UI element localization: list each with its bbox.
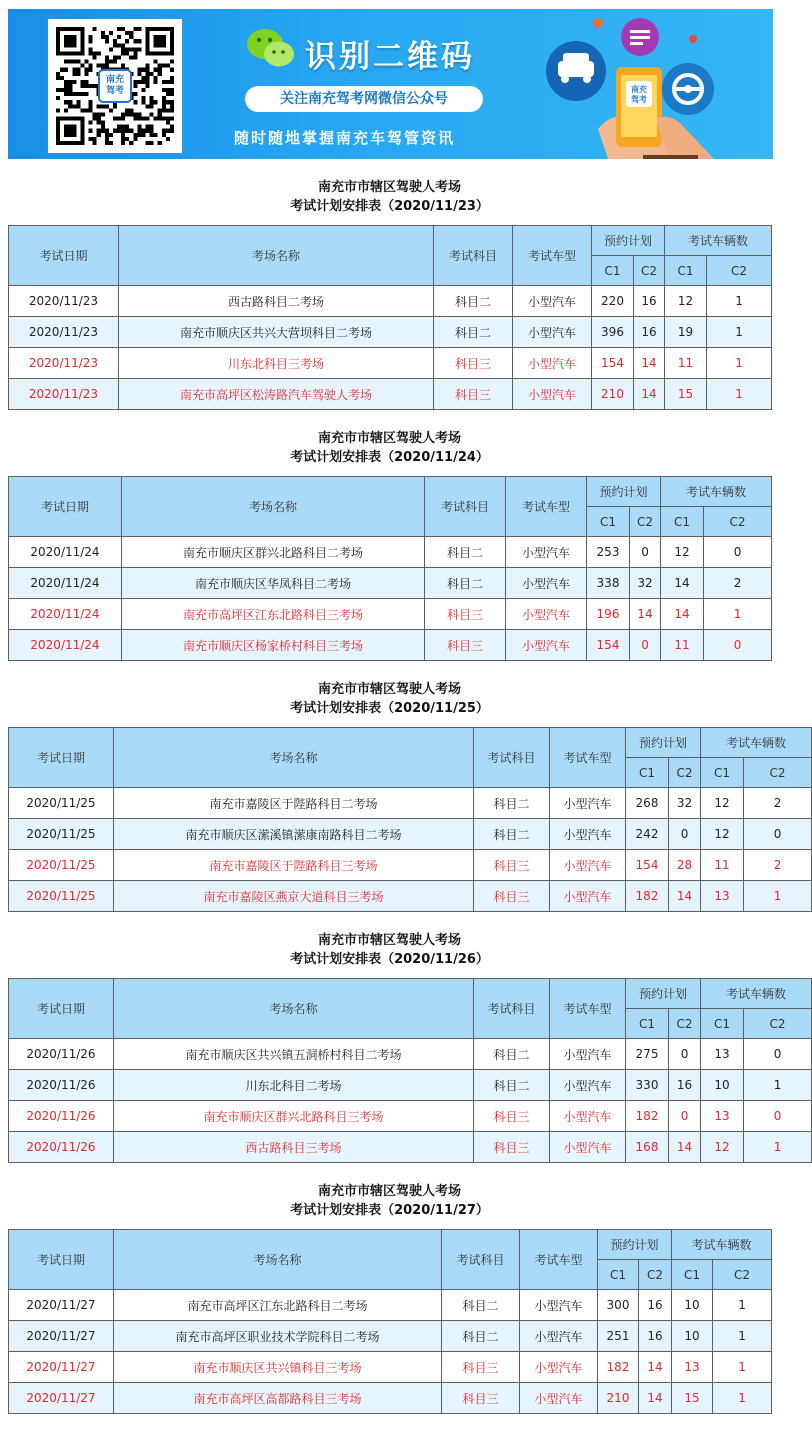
cell-cars-c1: 13	[701, 1101, 744, 1132]
section-title-line1: 南充市市辖区驾驶人考场	[317, 933, 461, 948]
cell-date: 2020/11/25	[9, 788, 114, 819]
table-row	[9, 819, 812, 850]
cell-subject: 科目二	[425, 568, 506, 599]
cell-cars-c2: 0	[704, 630, 772, 661]
cell-cars-c2: 1	[744, 1132, 812, 1163]
table-row	[9, 850, 812, 881]
cell-plan-c2: 16	[639, 1321, 672, 1352]
schedule-section	[0, 1182, 779, 1414]
col-header-venue: 考场名称	[114, 979, 474, 1039]
cell-venue: 南充市嘉陵区于陛路科目三考场	[114, 850, 474, 881]
col-header-vehicle: 考试车型	[550, 979, 626, 1039]
cell-plan-c1: 154	[592, 348, 634, 379]
section-title	[0, 178, 779, 216]
cell-plan-c2: 14	[639, 1383, 672, 1414]
cell-subject: 科目三	[474, 850, 550, 881]
cell-cars-c2: 0	[744, 1101, 812, 1132]
cell-venue: 南充市顺庆区共兴镇五洞桥村科目二考场	[114, 1039, 474, 1070]
col-header-date: 考试日期	[9, 979, 114, 1039]
cell-subject: 科目二	[474, 1039, 550, 1070]
schedule-table	[8, 1229, 772, 1414]
cell-plan-c2: 0	[669, 1101, 701, 1132]
cell-plan-c2: 16	[669, 1070, 701, 1101]
cell-plan-c2: 16	[634, 286, 665, 317]
qr-code-icon[interactable]	[48, 19, 182, 153]
banner-subline: 随时随地掌握南充车驾管资讯	[234, 129, 456, 147]
col-header-venue: 考场名称	[114, 1230, 442, 1290]
cell-cars-c1: 13	[701, 881, 744, 912]
col-header-subject: 考试科目	[474, 979, 550, 1039]
cell-subject: 科目二	[434, 286, 513, 317]
cell-subject: 科目三	[474, 881, 550, 912]
col-header-plan-c2: C2	[630, 507, 661, 537]
cell-cars-c1: 15	[665, 379, 707, 410]
cell-cars-c2: 1	[713, 1383, 772, 1414]
col-header-cars-c2: C2	[713, 1260, 772, 1290]
section-title	[0, 931, 779, 969]
section-title-line2: 考试计划安排表（2020/11/27）	[290, 1203, 489, 1218]
col-header-cars-c1: C1	[672, 1260, 713, 1290]
cell-cars-c1: 19	[665, 317, 707, 348]
cell-date: 2020/11/26	[9, 1132, 114, 1163]
cell-cars-c1: 14	[661, 599, 704, 630]
cell-venue: 南充市高坪区高都路科目三考场	[114, 1383, 442, 1414]
cell-cars-c2: 1	[713, 1290, 772, 1321]
col-header-plan: 预约计划	[598, 1230, 672, 1260]
cell-vehicle: 小型汽车	[513, 348, 592, 379]
cell-cars-c1: 12	[661, 537, 704, 568]
col-header-vehicle: 考试车型	[513, 226, 592, 286]
col-header-plan-c2: C2	[639, 1260, 672, 1290]
cell-date: 2020/11/23	[9, 286, 119, 317]
cell-plan-c1: 182	[626, 881, 669, 912]
cell-plan-c1: 210	[598, 1383, 639, 1414]
promo-banner[interactable]	[8, 9, 773, 159]
cell-vehicle: 小型汽车	[520, 1290, 598, 1321]
cell-cars-c2: 2	[744, 788, 812, 819]
cell-venue: 南充市高坪区松涛路汽车驾驶人考场	[119, 379, 434, 410]
table-row	[9, 788, 812, 819]
table-row	[9, 286, 772, 317]
col-header-plan-c2: C2	[669, 1009, 701, 1039]
cell-plan-c1: 154	[587, 630, 630, 661]
cell-date: 2020/11/25	[9, 881, 114, 912]
col-header-cars-c1: C1	[665, 256, 707, 286]
col-header-venue: 考场名称	[122, 477, 425, 537]
section-title-line1: 南充市市辖区驾驶人考场	[317, 180, 461, 195]
cell-venue: 南充市嘉陵区于陛路科目二考场	[114, 788, 474, 819]
cell-cars-c1: 15	[672, 1383, 713, 1414]
col-header-subject: 考试科目	[442, 1230, 520, 1290]
col-header-plan: 预约计划	[592, 226, 665, 256]
cell-cars-c2: 0	[744, 819, 812, 850]
col-header-venue: 考场名称	[114, 728, 474, 788]
col-header-date: 考试日期	[9, 226, 119, 286]
cell-cars-c2: 0	[744, 1039, 812, 1070]
cell-plan-c2: 0	[630, 630, 661, 661]
cell-plan-c1: 210	[592, 379, 634, 410]
cell-plan-c1: 330	[626, 1070, 669, 1101]
col-header-plan: 预约计划	[626, 979, 701, 1009]
schedule-section	[0, 680, 787, 912]
cell-plan-c1: 396	[592, 317, 634, 348]
section-title-line1: 南充市市辖区驾驶人考场	[317, 1184, 461, 1199]
car-icon	[546, 41, 606, 101]
cell-subject: 科目三	[442, 1383, 520, 1414]
col-header-plan: 预约计划	[587, 477, 661, 507]
cell-cars-c2: 1	[707, 286, 772, 317]
cell-date: 2020/11/25	[9, 850, 114, 881]
cell-cars-c1: 12	[665, 286, 707, 317]
col-header-plan-c1: C1	[598, 1260, 639, 1290]
cell-plan-c2: 14	[634, 348, 665, 379]
cell-vehicle: 小型汽车	[550, 881, 626, 912]
cell-venue: 南充市嘉陵区燕京大道科目三考场	[114, 881, 474, 912]
table-row	[9, 317, 772, 348]
col-header-vehicle: 考试车型	[506, 477, 587, 537]
table-row	[9, 1039, 812, 1070]
table-row	[9, 630, 772, 661]
cell-vehicle: 小型汽车	[506, 630, 587, 661]
table-row	[9, 1383, 772, 1414]
cell-plan-c2: 14	[669, 1132, 701, 1163]
cell-subject: 科目二	[442, 1321, 520, 1352]
cell-cars-c1: 14	[661, 568, 704, 599]
table-row	[9, 348, 772, 379]
cell-date: 2020/11/23	[9, 379, 119, 410]
cell-date: 2020/11/24	[9, 599, 122, 630]
schedule-table	[8, 225, 772, 410]
cell-date: 2020/11/27	[9, 1352, 114, 1383]
table-row	[9, 1352, 772, 1383]
section-title-line2: 考试计划安排表（2020/11/24）	[290, 450, 489, 465]
cell-vehicle: 小型汽车	[550, 1039, 626, 1070]
cell-cars-c1: 11	[661, 630, 704, 661]
cell-cars-c1: 11	[665, 348, 707, 379]
cell-plan-c2: 16	[639, 1290, 672, 1321]
section-title-line2: 考试计划安排表（2020/11/25）	[290, 701, 489, 716]
col-header-date: 考试日期	[9, 1230, 114, 1290]
col-header-plan-c2: C2	[669, 758, 701, 788]
cell-date: 2020/11/24	[9, 630, 122, 661]
cell-plan-c1: 242	[626, 819, 669, 850]
cell-cars-c2: 2	[704, 568, 772, 599]
cell-venue: 南充市顺庆区群兴北路科目三考场	[114, 1101, 474, 1132]
cell-vehicle: 小型汽车	[550, 788, 626, 819]
section-title	[0, 680, 779, 718]
cell-vehicle: 小型汽车	[513, 379, 592, 410]
cell-vehicle: 小型汽车	[506, 599, 587, 630]
cell-plan-c1: 154	[626, 850, 669, 881]
cell-plan-c1: 251	[598, 1321, 639, 1352]
cell-venue: 南充市高坪区职业技术学院科目二考场	[114, 1321, 442, 1352]
cell-date: 2020/11/26	[9, 1101, 114, 1132]
cell-venue: 南充市顺庆区共兴大营坝科目二考场	[119, 317, 434, 348]
cell-venue: 南充市顺庆区共兴镇科目三考场	[114, 1352, 442, 1383]
phone-logo-line1: 南充	[631, 85, 647, 94]
cell-plan-c2: 32	[630, 568, 661, 599]
cell-date: 2020/11/26	[9, 1039, 114, 1070]
col-header-cars: 考试车辆数	[701, 979, 812, 1009]
cell-date: 2020/11/24	[9, 568, 122, 599]
schedule-table	[8, 476, 772, 661]
cell-subject: 科目三	[425, 630, 506, 661]
cell-vehicle: 小型汽车	[506, 568, 587, 599]
col-header-cars-c2: C2	[744, 758, 812, 788]
col-header-cars: 考试车辆数	[672, 1230, 772, 1260]
qr-logo-line1: 南充	[105, 75, 124, 85]
schedule-table	[8, 978, 812, 1163]
col-header-vehicle: 考试车型	[550, 728, 626, 788]
cell-plan-c1: 253	[587, 537, 630, 568]
cell-venue: 川东北科目三考场	[119, 348, 434, 379]
cell-cars-c2: 1	[707, 348, 772, 379]
cell-subject: 科目三	[434, 379, 513, 410]
cell-date: 2020/11/24	[9, 537, 122, 568]
cell-cars-c2: 1	[707, 317, 772, 348]
cell-cars-c2: 1	[713, 1321, 772, 1352]
cell-plan-c2: 14	[630, 599, 661, 630]
cell-vehicle: 小型汽车	[520, 1321, 598, 1352]
cell-subject: 科目二	[442, 1290, 520, 1321]
cell-cars-c1: 12	[701, 819, 744, 850]
table-row	[9, 379, 772, 410]
cell-vehicle: 小型汽车	[520, 1383, 598, 1414]
col-header-subject: 考试科目	[434, 226, 513, 286]
cell-subject: 科目二	[434, 317, 513, 348]
table-row	[9, 568, 772, 599]
col-header-cars-c2: C2	[704, 507, 772, 537]
table-row	[9, 1321, 772, 1352]
col-header-venue: 考场名称	[119, 226, 434, 286]
cell-date: 2020/11/27	[9, 1321, 114, 1352]
cell-plan-c2: 28	[669, 850, 701, 881]
wechat-icon	[245, 27, 297, 69]
banner-headline: 识别二维码	[305, 39, 475, 75]
cell-cars-c1: 11	[701, 850, 744, 881]
table-row	[9, 1070, 812, 1101]
section-title-line2: 考试计划安排表（2020/11/23）	[290, 199, 489, 214]
cell-venue: 南充市顺庆区杨家桥村科目三考场	[122, 630, 425, 661]
schedule-section	[0, 178, 779, 410]
schedule-sections	[0, 178, 787, 1414]
cell-plan-c2: 14	[669, 881, 701, 912]
table-row	[9, 599, 772, 630]
schedule-section	[0, 429, 779, 661]
col-header-cars: 考试车辆数	[665, 226, 772, 256]
cell-date: 2020/11/27	[9, 1383, 114, 1414]
phone-logo-line2: 驾考	[631, 95, 647, 104]
schedule-section	[0, 931, 787, 1163]
cell-plan-c2: 0	[630, 537, 661, 568]
cell-cars-c2: 1	[713, 1352, 772, 1383]
cell-cars-c1: 12	[701, 788, 744, 819]
table-row	[9, 881, 812, 912]
steering-wheel-icon	[662, 63, 714, 115]
cell-vehicle: 小型汽车	[550, 1101, 626, 1132]
col-header-subject: 考试科目	[425, 477, 506, 537]
cell-venue: 南充市高坪区江东北路科目三考场	[122, 599, 425, 630]
cell-venue: 南充市顺庆区群兴北路科目二考场	[122, 537, 425, 568]
cell-plan-c1: 220	[592, 286, 634, 317]
col-header-plan: 预约计划	[626, 728, 701, 758]
cell-cars-c2: 1	[744, 881, 812, 912]
cell-vehicle: 小型汽车	[513, 286, 592, 317]
cell-cars-c1: 10	[672, 1290, 713, 1321]
cell-date: 2020/11/23	[9, 317, 119, 348]
cell-cars-c2: 2	[744, 850, 812, 881]
cell-plan-c2: 32	[669, 788, 701, 819]
cell-cars-c2: 0	[704, 537, 772, 568]
col-header-plan-c1: C1	[626, 1009, 669, 1039]
col-header-plan-c1: C1	[587, 507, 630, 537]
cell-vehicle: 小型汽车	[550, 850, 626, 881]
cell-venue: 西古路科目三考场	[114, 1132, 474, 1163]
cell-vehicle: 小型汽车	[550, 1132, 626, 1163]
cell-vehicle: 小型汽车	[506, 537, 587, 568]
section-title-line1: 南充市市辖区驾驶人考场	[317, 682, 461, 697]
cell-plan-c2: 14	[639, 1352, 672, 1383]
cell-subject: 科目三	[442, 1352, 520, 1383]
col-header-plan-c1: C1	[626, 758, 669, 788]
banner-follow-pill[interactable]: 关注南充驾考网微信公众号	[245, 86, 483, 112]
section-title	[0, 429, 779, 467]
section-title-line1: 南充市市辖区驾驶人考场	[317, 431, 461, 446]
section-title	[0, 1182, 779, 1220]
col-header-cars: 考试车辆数	[661, 477, 772, 507]
section-title-line2: 考试计划安排表（2020/11/26）	[290, 952, 489, 967]
cell-subject: 科目二	[474, 1070, 550, 1101]
cell-subject: 科目三	[474, 1101, 550, 1132]
cell-plan-c1: 338	[587, 568, 630, 599]
cell-cars-c2: 1	[704, 599, 772, 630]
col-header-cars: 考试车辆数	[701, 728, 812, 758]
cell-vehicle: 小型汽车	[550, 1070, 626, 1101]
table-row	[9, 537, 772, 568]
cell-plan-c2: 14	[634, 379, 665, 410]
cell-subject: 科目二	[474, 819, 550, 850]
cell-vehicle: 小型汽车	[513, 317, 592, 348]
qr-logo	[98, 69, 132, 103]
cell-cars-c2: 1	[744, 1070, 812, 1101]
cell-cars-c2: 1	[707, 379, 772, 410]
cell-venue: 西古路科目二考场	[119, 286, 434, 317]
table-row	[9, 1101, 812, 1132]
cell-venue: 川东北科目二考场	[114, 1070, 474, 1101]
chat-icon	[621, 18, 659, 56]
qr-logo-line2: 驾考	[105, 86, 124, 96]
cell-venue: 南充市顺庆区潆溪镇潆康南路科目二考场	[114, 819, 474, 850]
cell-subject: 科目三	[425, 599, 506, 630]
cell-cars-c1: 10	[701, 1070, 744, 1101]
cell-venue: 南充市高坪区江东北路科目二考场	[114, 1290, 442, 1321]
table-row	[9, 1132, 812, 1163]
table-row	[9, 1290, 772, 1321]
cell-cars-c1: 10	[672, 1321, 713, 1352]
cell-cars-c1: 13	[672, 1352, 713, 1383]
col-header-plan-c2: C2	[634, 256, 665, 286]
col-header-date: 考试日期	[9, 728, 114, 788]
cell-plan-c2: 0	[669, 819, 701, 850]
cell-date: 2020/11/26	[9, 1070, 114, 1101]
cell-plan-c2: 16	[634, 317, 665, 348]
col-header-date: 考试日期	[9, 477, 122, 537]
cell-cars-c1: 13	[701, 1039, 744, 1070]
cell-plan-c1: 196	[587, 599, 630, 630]
col-header-cars-c1: C1	[701, 758, 744, 788]
col-header-vehicle: 考试车型	[520, 1230, 598, 1290]
col-header-cars-c2: C2	[707, 256, 772, 286]
col-header-cars-c1: C1	[701, 1009, 744, 1039]
col-header-cars-c2: C2	[744, 1009, 812, 1039]
cell-plan-c1: 182	[626, 1101, 669, 1132]
cell-plan-c1: 182	[598, 1352, 639, 1383]
cell-vehicle: 小型汽车	[550, 819, 626, 850]
cell-plan-c1: 268	[626, 788, 669, 819]
schedule-table	[8, 727, 812, 912]
col-header-subject: 考试科目	[474, 728, 550, 788]
cell-subject: 科目三	[434, 348, 513, 379]
cell-plan-c1: 300	[598, 1290, 639, 1321]
cell-date: 2020/11/27	[9, 1290, 114, 1321]
cell-plan-c1: 168	[626, 1132, 669, 1163]
cell-subject: 科目二	[474, 788, 550, 819]
col-header-plan-c1: C1	[592, 256, 634, 286]
cell-plan-c2: 0	[669, 1039, 701, 1070]
cell-subject: 科目二	[425, 537, 506, 568]
cell-date: 2020/11/25	[9, 819, 114, 850]
cell-cars-c1: 12	[701, 1132, 744, 1163]
cell-vehicle: 小型汽车	[520, 1352, 598, 1383]
cell-plan-c1: 275	[626, 1039, 669, 1070]
banner-illustration	[528, 9, 773, 159]
col-header-cars-c1: C1	[661, 507, 704, 537]
cell-venue: 南充市顺庆区华凤科目二考场	[122, 568, 425, 599]
cell-date: 2020/11/23	[9, 348, 119, 379]
cell-subject: 科目三	[474, 1132, 550, 1163]
